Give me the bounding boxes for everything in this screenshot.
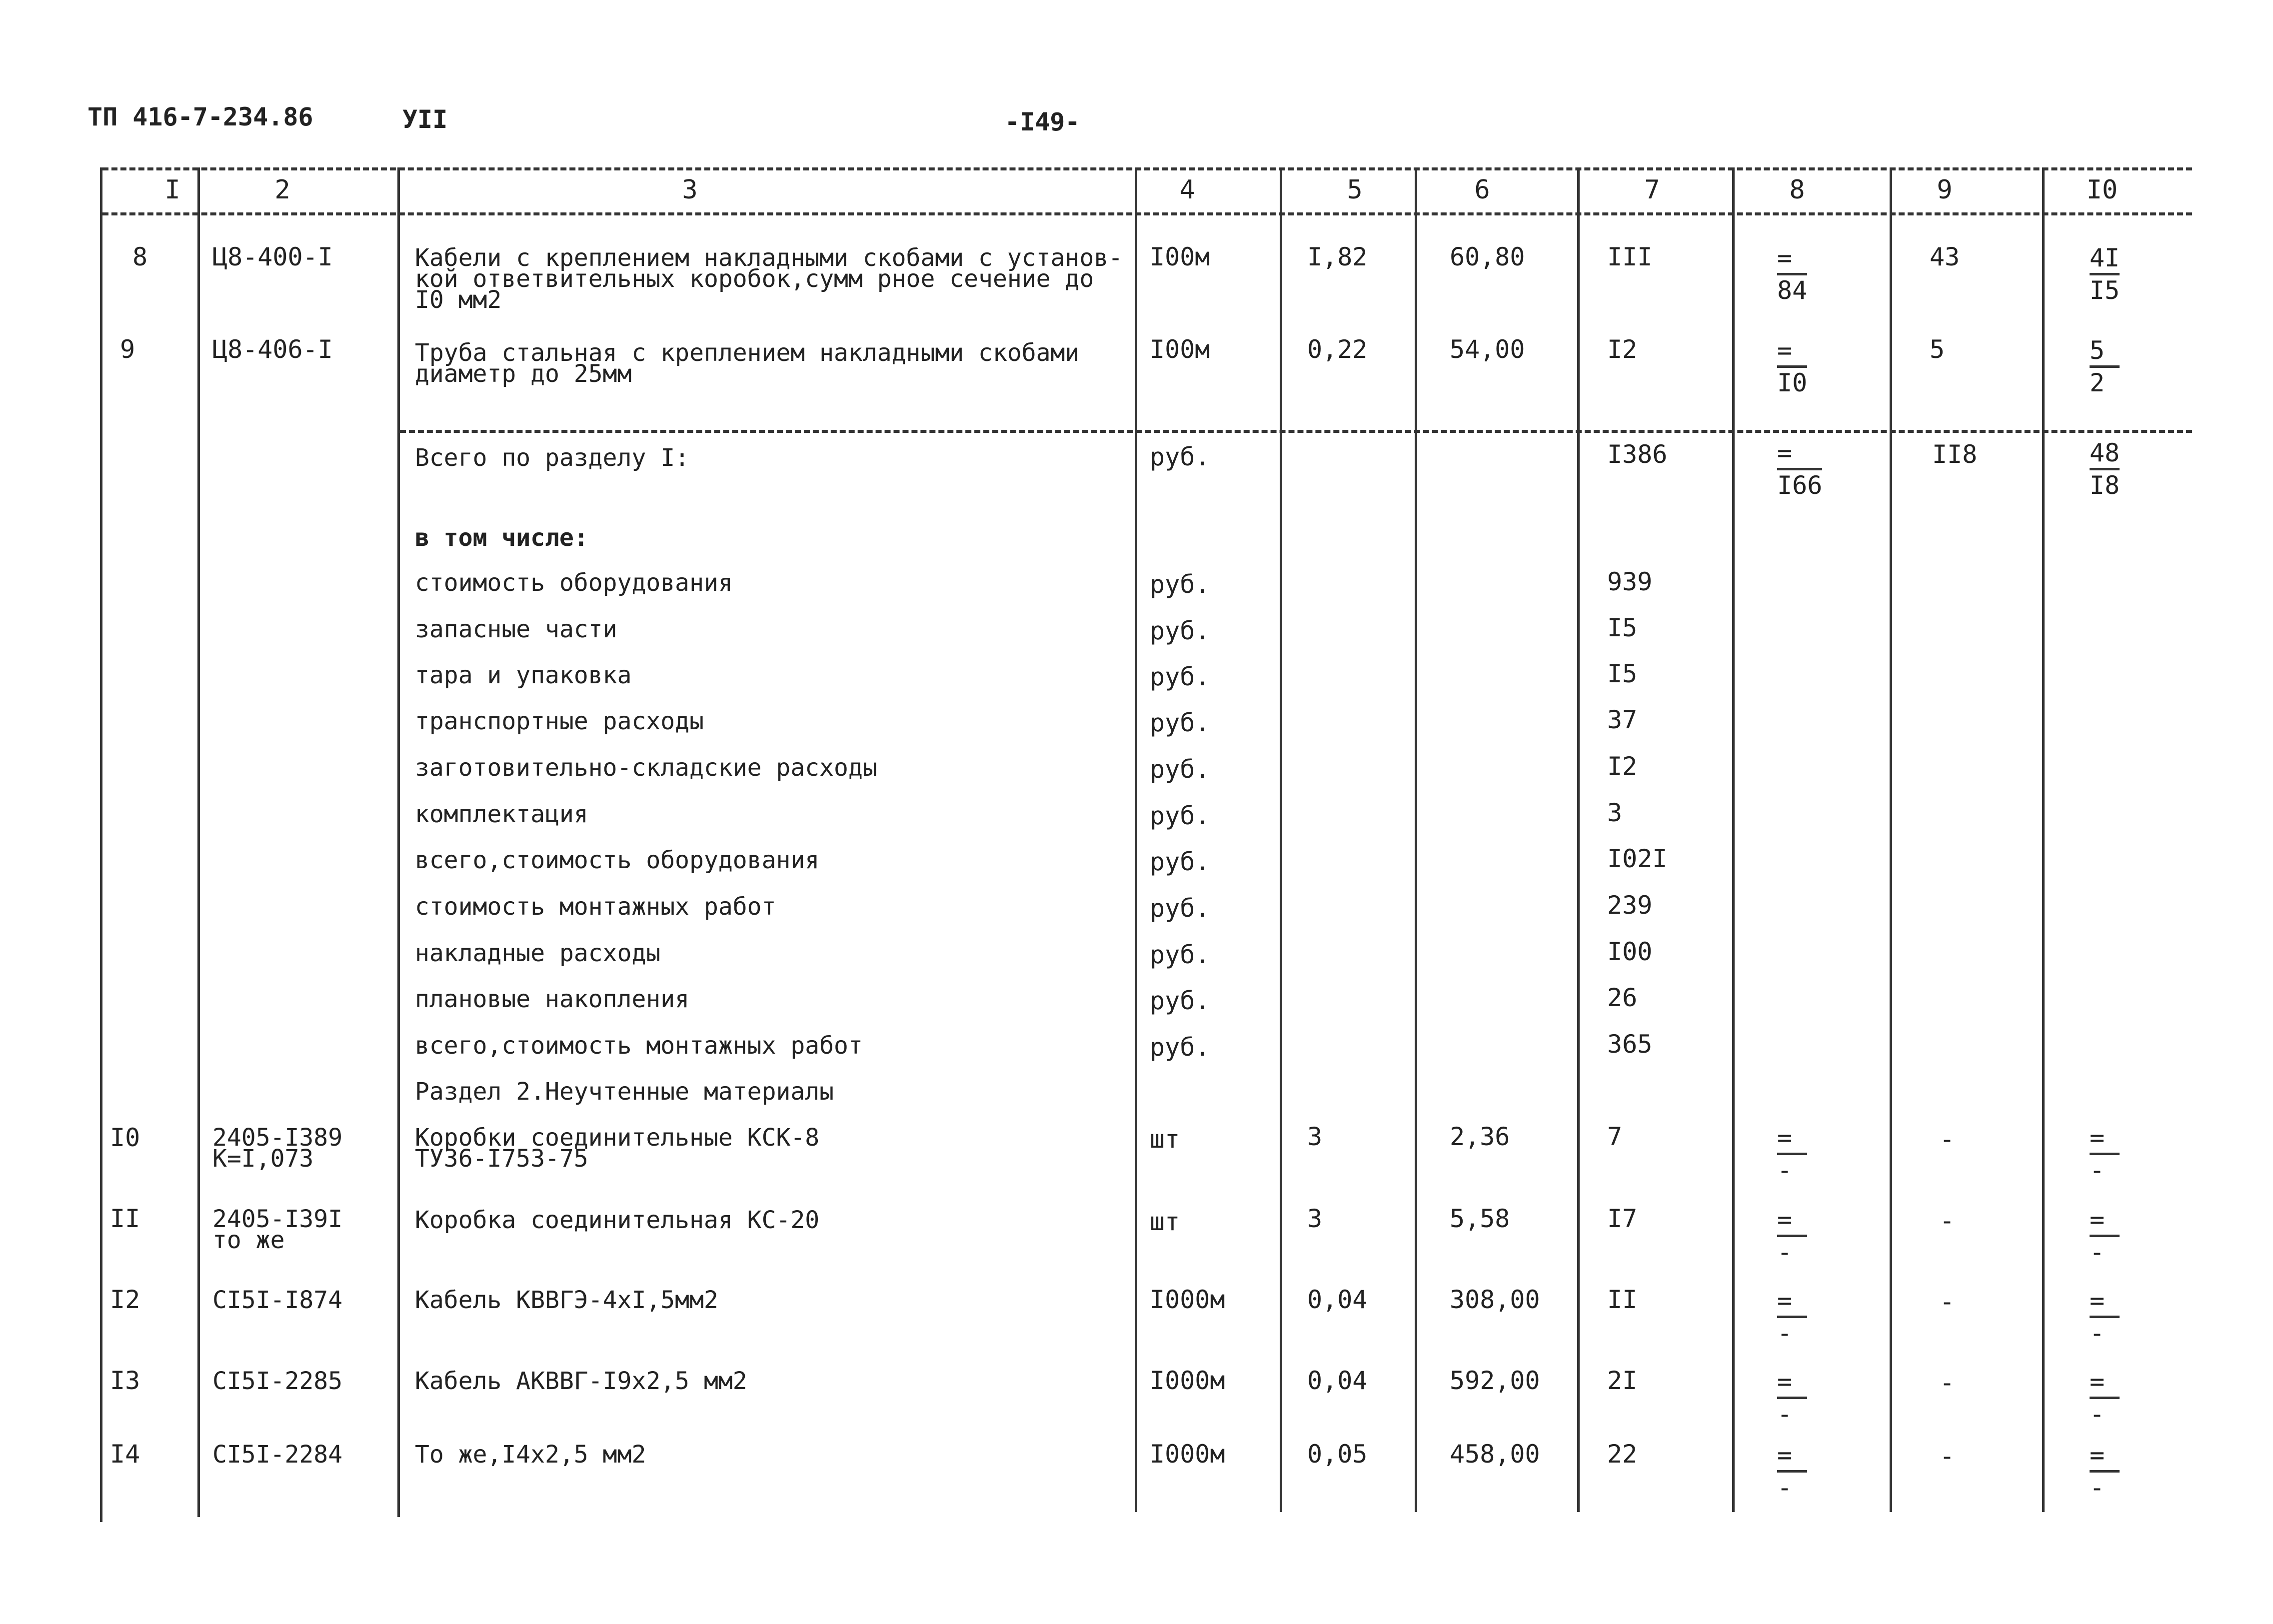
col-header-6: 6	[1474, 175, 1490, 205]
row-total: I2	[1607, 335, 1638, 364]
row-col9: -	[1940, 1125, 1955, 1154]
row-number: I0	[110, 1123, 140, 1152]
row-code: СI5I-2285	[212, 1367, 343, 1395]
breakdown-label: тара и упаковка	[415, 661, 632, 689]
row-qty: 0,04	[1307, 1366, 1368, 1395]
breakdown-unit: руб.	[1150, 616, 1210, 645]
col-divider	[1135, 167, 1137, 1512]
row-col10: $\frac{4I}{I5}$	[2090, 243, 2120, 305]
row-price: 54,00	[1450, 335, 1525, 364]
breakdown-label: заготовительно-складские расходы	[415, 754, 877, 782]
row-number: I4	[110, 1440, 140, 1469]
row-col8: = 84	[1777, 243, 1808, 305]
row-col9: -	[1940, 1206, 1955, 1235]
row-total: 7	[1607, 1122, 1623, 1151]
row-description: То же,I4х2,5 мм2	[415, 1441, 646, 1469]
row-description: Кабель КВВГЭ-4хI,5мм2	[415, 1286, 718, 1314]
col-divider	[197, 167, 200, 1517]
col-divider	[1732, 167, 1735, 1512]
breakdown-value: 239	[1607, 891, 1653, 920]
row-qty: 0,05	[1307, 1440, 1368, 1469]
row-code: 2405-I39I то же	[212, 1205, 343, 1254]
row-description: Коробка соединительная КС-20	[415, 1206, 820, 1234]
col-divider	[100, 167, 102, 1522]
breakdown-unit: руб.	[1150, 986, 1210, 1015]
breakdown-unit: руб.	[1150, 662, 1210, 691]
row-price: 308,00	[1450, 1285, 1540, 1314]
row-description: Кабель АКВВГ-I9х2,5 мм2	[415, 1367, 747, 1395]
col-divider	[1415, 167, 1417, 1512]
row-price: 458,00	[1450, 1440, 1540, 1469]
col-header-5: 5	[1347, 175, 1363, 205]
breakdown-label: накладные расходы	[415, 939, 661, 967]
breakdown-unit: руб.	[1150, 801, 1210, 830]
row-unit: I000м	[1150, 1366, 1225, 1395]
row-number: 8	[132, 242, 148, 271]
row-qty: 0,22	[1307, 335, 1368, 364]
row-col9: -	[1940, 1287, 1955, 1316]
row-price: 5,58	[1450, 1204, 1510, 1233]
col-header-10: I0	[2086, 175, 2118, 205]
row-number: 9	[120, 335, 135, 364]
breakdown-unit: руб.	[1150, 940, 1210, 969]
breakdown-label: всего,стоимость монтажных работ	[415, 1032, 863, 1060]
row-unit: шт	[1150, 1207, 1180, 1236]
row-col9: -	[1940, 1442, 1955, 1471]
row-qty: 3	[1307, 1122, 1323, 1151]
breakdown-value: 939	[1607, 567, 1653, 596]
col-divider	[1280, 167, 1282, 1512]
row-col8: = -	[1777, 1207, 1807, 1265]
breakdown-label: всего,стоимость оборудования	[415, 846, 820, 874]
breakdown-unit: руб.	[1150, 894, 1210, 923]
row-unit: шт	[1150, 1125, 1180, 1154]
breakdown-value: I5	[1607, 613, 1638, 642]
section-total-col8: = I66	[1777, 438, 1823, 500]
section-total-rule	[400, 430, 2192, 433]
row-code: Ц8-400-I	[212, 242, 333, 271]
breakdown-value: I02I	[1607, 844, 1668, 873]
row-col8: = I0	[1777, 336, 1808, 397]
row-code: 2405-I389 К=I,073	[212, 1124, 343, 1173]
row-description: Кабели с креплением накладными скобами с установ- кой ответвительных коробок,сумм рное сечение до I0 мм2	[415, 244, 1123, 314]
row-col10: = -	[2090, 1207, 2120, 1265]
breakdown-label: стоимость монтажных работ	[415, 893, 776, 921]
table-top-rule	[102, 167, 2192, 170]
breakdown-unit: руб.	[1150, 847, 1210, 876]
row-price: 60,80	[1450, 242, 1525, 271]
row-code: СI5I-I874	[212, 1286, 343, 1314]
row-description: Коробки соединительные КСК-8 ТУ36-I753-75	[415, 1124, 820, 1173]
row-number: II	[110, 1204, 140, 1233]
row-description: Труба стальная с креплением накладными скобами диаметр до 25мм	[415, 339, 1080, 388]
row-qty: 3	[1307, 1204, 1323, 1233]
row-col8: = -	[1777, 1125, 1807, 1183]
col-divider	[1890, 167, 1892, 1512]
breakdown-value: 3	[1607, 798, 1623, 827]
row-qty: 0,04	[1307, 1285, 1368, 1314]
row-col10: = -	[2090, 1369, 2120, 1427]
row-col9: 5	[1930, 335, 1945, 364]
col-divider	[2042, 167, 2045, 1512]
section-total-col10: $\frac{48}{I8}$	[2090, 438, 2120, 500]
col-divider	[397, 167, 400, 1517]
col-header-8: 8	[1789, 175, 1805, 205]
breakdown-unit: руб.	[1150, 708, 1210, 737]
col-header-2: 2	[274, 175, 290, 205]
col-header-1: I	[164, 175, 180, 205]
row-col8: = -	[1777, 1442, 1807, 1501]
row-code: Ц8-406-I	[212, 335, 333, 364]
breakdown-unit: руб.	[1150, 570, 1210, 599]
breakdown-value: 26	[1607, 983, 1638, 1012]
row-col8: = -	[1777, 1288, 1807, 1346]
row-unit: I000м	[1150, 1285, 1225, 1314]
section-total-col9: II8	[1932, 440, 1978, 469]
part-number: УII	[402, 105, 448, 134]
including-label: в том числе:	[415, 524, 588, 552]
row-col9: -	[1940, 1368, 1955, 1397]
row-col10: = -	[2090, 1125, 2120, 1183]
section-total-value: I386	[1607, 440, 1668, 469]
col-header-3: 3	[682, 175, 698, 205]
col-header-7: 7	[1644, 175, 1660, 205]
col-header-9: 9	[1937, 175, 1953, 205]
row-code: СI5I-2284	[212, 1441, 343, 1469]
row-total: 22	[1607, 1440, 1638, 1469]
row-unit: I000м	[1150, 1440, 1225, 1469]
row-col10: = -	[2090, 1442, 2120, 1501]
row-total: III	[1607, 242, 1653, 271]
breakdown-value: I00	[1607, 937, 1653, 966]
row-col9: 43	[1930, 242, 1960, 271]
row-price: 592,00	[1450, 1366, 1540, 1395]
breakdown-value: 37	[1607, 705, 1638, 734]
row-total: I7	[1607, 1204, 1638, 1233]
row-total: II	[1607, 1285, 1638, 1314]
row-col10: $\frac{5}{2}$	[2090, 337, 2120, 396]
header-bottom-rule	[102, 212, 2192, 215]
breakdown-unit: руб.	[1150, 755, 1210, 784]
row-price: 2,36	[1450, 1122, 1510, 1151]
page-number: -I49-	[1005, 107, 1080, 136]
row-col10: = -	[2090, 1288, 2120, 1346]
breakdown-unit: руб.	[1150, 1033, 1210, 1062]
breakdown-value: I5	[1607, 659, 1638, 688]
section-total-label: Всего по разделу I:	[415, 444, 690, 472]
row-number: I2	[110, 1285, 140, 1314]
row-unit: I00м	[1150, 335, 1210, 364]
breakdown-label: транспортные расходы	[415, 707, 704, 735]
breakdown-label: комплектация	[415, 800, 588, 828]
breakdown-label: плановые накопления	[415, 985, 690, 1013]
col-divider	[1577, 167, 1580, 1512]
breakdown-value: I2	[1607, 752, 1638, 781]
section2-title: Раздел 2.Неучтенные материалы	[415, 1078, 834, 1106]
breakdown-value: 365	[1607, 1030, 1653, 1059]
row-unit: I00м	[1150, 242, 1210, 271]
row-col8: = -	[1777, 1369, 1807, 1427]
row-total: 2I	[1607, 1366, 1638, 1395]
col-header-4: 4	[1179, 175, 1195, 205]
row-qty: I,82	[1307, 242, 1368, 271]
row-number: I3	[110, 1366, 140, 1395]
breakdown-label: запасные части	[415, 615, 617, 643]
section-total-unit: руб.	[1150, 442, 1210, 471]
breakdown-label: стоимость оборудования	[415, 569, 733, 597]
document-code: ТП 416-7-234.86	[87, 102, 313, 131]
